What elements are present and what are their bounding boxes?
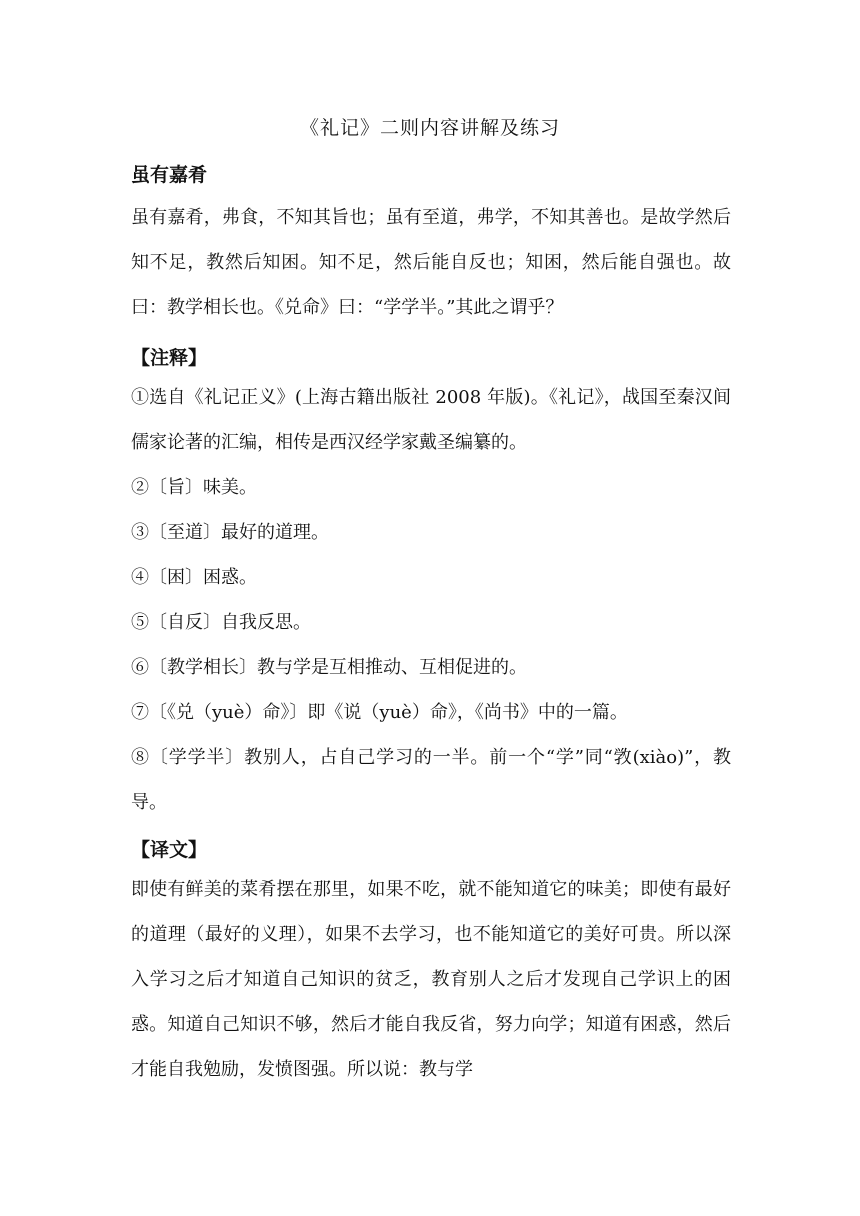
note-1: ①选自《礼记正义》(上海古籍出版社 2008 年版)。《礼记》，战国至秦汉间儒家论著的汇编，相传是西汉经学家戴圣编纂的。	[131, 387, 731, 453]
note-3: ③〔至道〕最好的道理。	[131, 522, 329, 543]
note-8: ⑧〔学学半〕教别人，占自己学习的一半。前一个“学”同“敩(xiào)”，教导。	[131, 747, 731, 813]
notes-heading: 【注释】	[131, 347, 208, 369]
translation-heading: 【译文】	[131, 839, 208, 861]
main-text: 虽有嘉肴，弗食，不知其旨也；虽有至道，弗学，不知其善也。是故学然后知不足，教然后知困。知不足，然后能自反也；知困，然后能自强也。故曰：教学相长也。《兑命》曰：“学学半。”其此之谓乎？	[131, 207, 731, 318]
document-title: 《礼记》二则内容讲解及练习	[299, 117, 560, 139]
note-4: ④〔困〕困惑。	[131, 567, 257, 588]
section-heading: 虽有嘉肴	[131, 164, 208, 186]
note-7: ⑦〔《兑（yuè）命》〕即《说（yuè）命》，《尚书》中的一篇。	[131, 702, 628, 723]
note-2: ②〔旨〕味美。	[131, 477, 257, 498]
translation-text: 即使有鲜美的菜肴摆在那里，如果不吃，就不能知道它的味美；即使有最好的道理（最好的义理），如果不去学习，也不能知道它的美好可贵。所以深入学习之后才知道自己知识的贫乏，教育别人之后才发现自己学识上的困惑。知道自己知识不够，然后才能自我反省，努力向学；知道有困惑，然后才能自我勉励，发愤图强。所以说：教与学	[131, 879, 731, 1080]
note-5: ⑤〔自反〕自我反思。	[131, 612, 311, 633]
note-6: ⑥〔教学相长〕教与学是互相推动、互相促进的。	[131, 657, 527, 678]
